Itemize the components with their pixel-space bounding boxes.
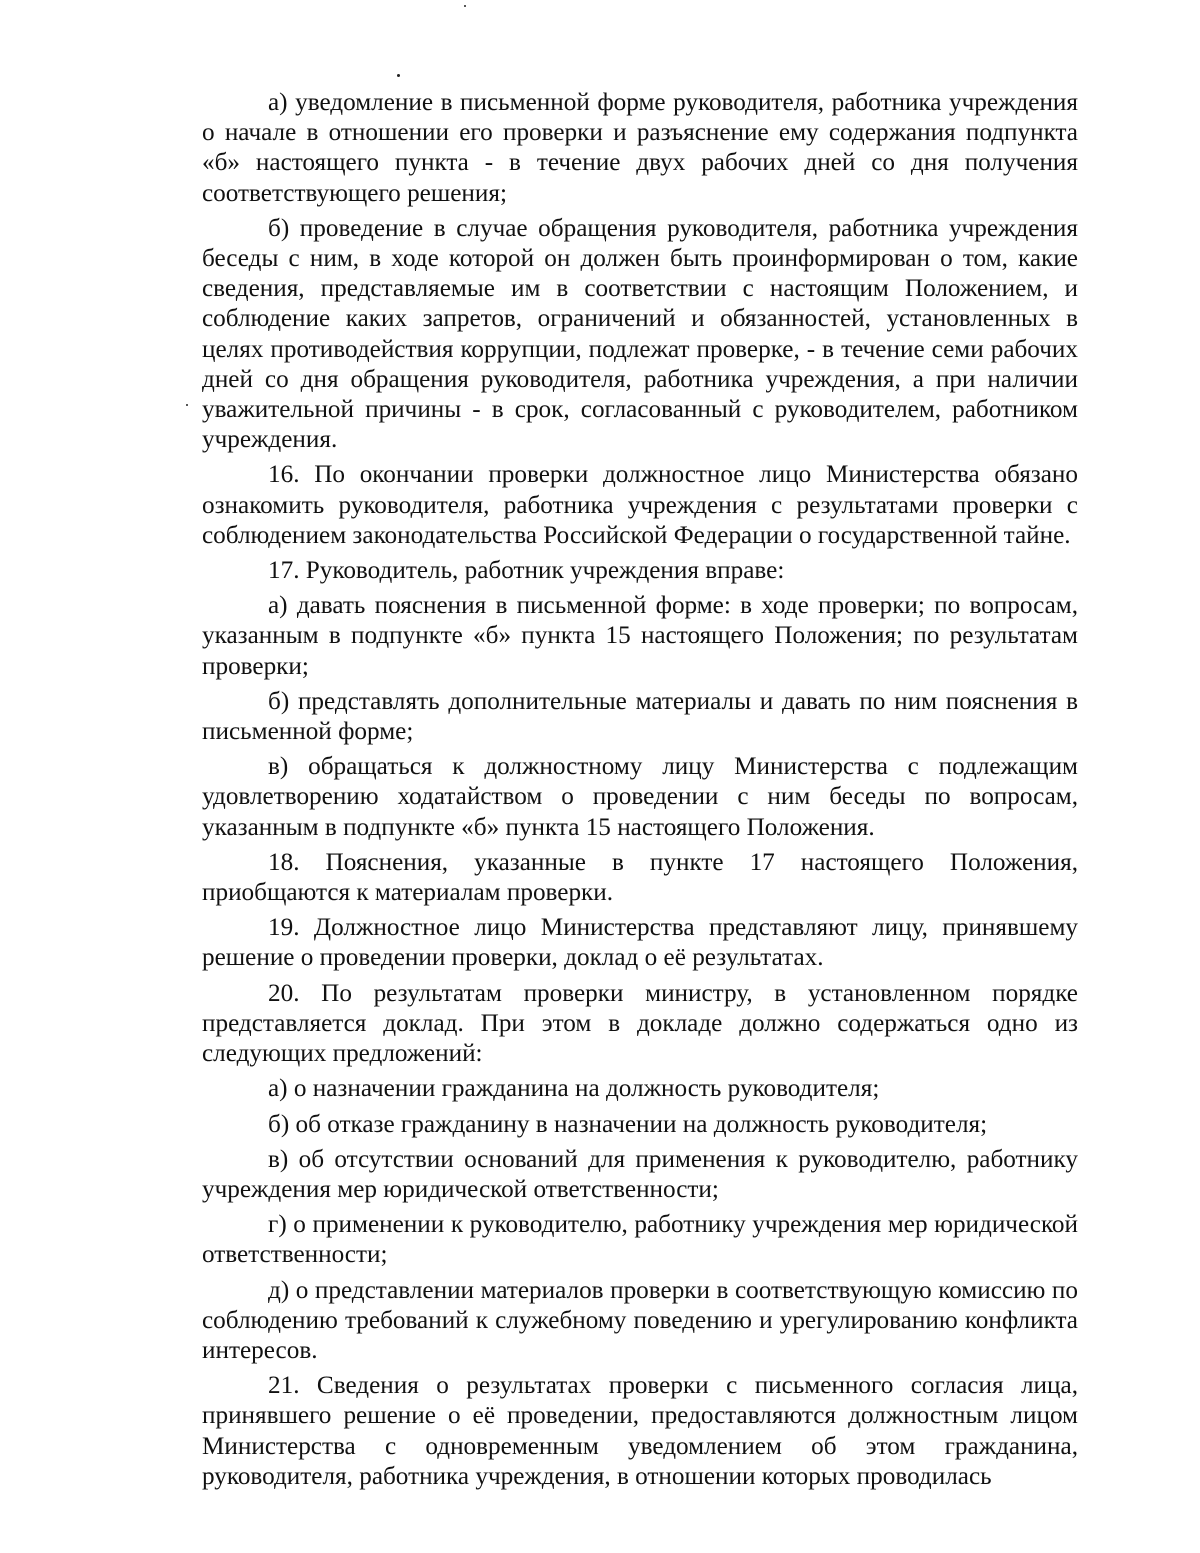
paragraph-16: 16. По окончании проверки должностное лицо Министерства обязано ознакомить руководителя, работника учреждения с результатами проверки с соблюдением законодательства Российской Федерации о государственной тайне. bbox=[202, 461, 1078, 549]
scan-speck bbox=[186, 404, 188, 406]
scan-speck bbox=[464, 5, 466, 7]
paragraph-15a: а) уведомление в письменной форме руководителя, работника учреждения о начале в отношении его проверки и разъяснение ему содержания подпункта «б» настоящего пункта - в течение двух рабочих дней со дня получения соответствующего решения; bbox=[202, 89, 1078, 207]
paragraph-17b: б) представлять дополнительные материалы и давать по ним пояснения в письменной форме; bbox=[202, 687, 1078, 746]
paragraph-20b: б) об отказе гражданину в назначении на должность руководителя; bbox=[268, 1110, 988, 1138]
paragraph-20: 20. По результатам проверки министру, в установленном порядке представляется доклад. При этом в докладе должно содержаться одно из следующих предложений: bbox=[202, 979, 1078, 1068]
paragraph-19: 19. Должностное лицо Министерства представляют лицу, принявшему решение о проведении проверки, доклад о её результатах. bbox=[202, 914, 1078, 972]
paragraph-15b: б) проведение в случае обращения руководителя, работника учреждения беседы с ним, в ходе которой он должен быть проинформирован о том, какие сведения, представляемые им в соответствии с настоящим Положением, и соблюдение каких запретов, ограничений и обязанностей, установленных в целях противодействия коррупции, подлежат проверке, - в течение семи рабочих дней со дня обращения руководителя, работника учреждения, а при наличии уважительной причины - в срок, согласованный с руководителем, работником учреждения. bbox=[202, 214, 1078, 454]
paragraph-20d: д) о представлении материалов проверки в соответствующую комиссию по соблюдению требований к служебному поведению и урегулированию конфликта интересов. bbox=[202, 1276, 1078, 1364]
paragraph-17: 17. Руководитель, работник учреждения вправе: bbox=[268, 557, 785, 585]
document-page bbox=[202, 88, 1078, 1497]
scan-speck bbox=[397, 74, 400, 77]
paragraph-21: 21. Сведения о результатах проверки с письменного согласия лица, принявшего решение о её проведении, предоставляются должностным лицом Министерства с одновременным уведомлением об этом гражданина, руководителя, работника учреждения, в отношении которых проводилась bbox=[202, 1372, 1078, 1490]
paragraph-20a: а) о назначении гражданина на должность руководителя; bbox=[268, 1075, 880, 1103]
paragraph-17v: в) обращаться к должностному лицу Министерства с подлежащим удовлетворению ходатайством о проведении с ним беседы по вопросам, указанным в подпункте «б» пункта 15 настоящего Положения. bbox=[202, 753, 1078, 841]
paragraph-18: 18. Пояснения, указанные в пункте 17 настоящего Положения, приобщаются к материалам проверки. bbox=[202, 848, 1078, 907]
paragraph-20g: г) о применении к руководителю, работнику учреждения мер юридической ответственности; bbox=[202, 1211, 1078, 1269]
paragraph-17a: а) давать пояснения в письменной форме: в ходе проверки; по вопросам, указанным в подпункте «б» пункта 15 настоящего Положения; по результатам проверки; bbox=[202, 592, 1078, 680]
paragraph-20v: в) об отсутствии оснований для применения к руководителю, работнику учреждения мер юридической ответственности; bbox=[202, 1145, 1078, 1203]
